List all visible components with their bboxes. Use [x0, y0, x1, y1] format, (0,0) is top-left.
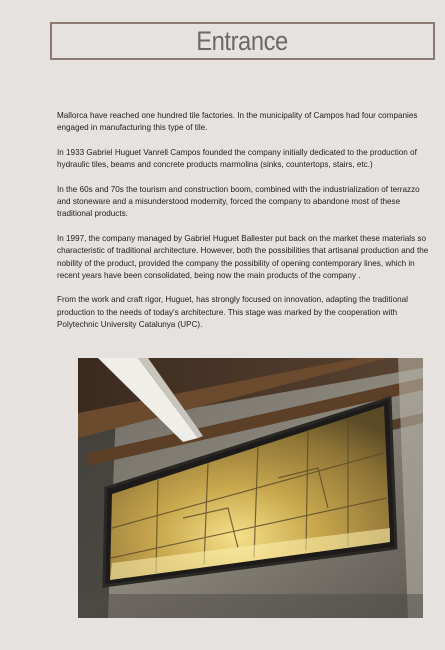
page-title: Entrance [196, 25, 289, 56]
title-box [50, 22, 435, 60]
paragraph-1: Mallorca have reached one hundred tile factories. In the municipality of Campos had four companies engaged in manufacturing this type of tile. [57, 111, 418, 133]
entrance-photo-illustration [78, 358, 423, 618]
paragraph-4: In 1997, the company managed by Gabriel Huguet Ballester put back on the market these materials so characteristic of traditional architecture. However, both the possibilities that artisanal production and the nobility of the product, provided the company the possibility of opening contemporary lines, which in recent years have been consolidated, being now the main products of the company . [57, 233, 429, 280]
body-text [57, 110, 429, 344]
paragraph-3: In the 60s and 70s the tourism and construction boom, combined with the industrialization of terrazzo and stoneware and a misunderstood modernity, forced the company to abandone most of these traditional products. [57, 184, 420, 219]
paragraph-5: From the work and craft rigor, Huguet, has strongly focused on innovation, adapting the traditional production to the needs of today's architecture. This stage was marked by the cooperation with Polytechnic University Catalunya (UPC). [57, 295, 408, 330]
paragraph-2: In 1933 Gabriel Huguet Vanrell Campos founded the company initially dedicated to the production of hydraulic tiles, beams and concrete products marmolina (sinks, countertops, stairs, etc.) [57, 147, 417, 170]
entrance-photo [78, 358, 423, 618]
